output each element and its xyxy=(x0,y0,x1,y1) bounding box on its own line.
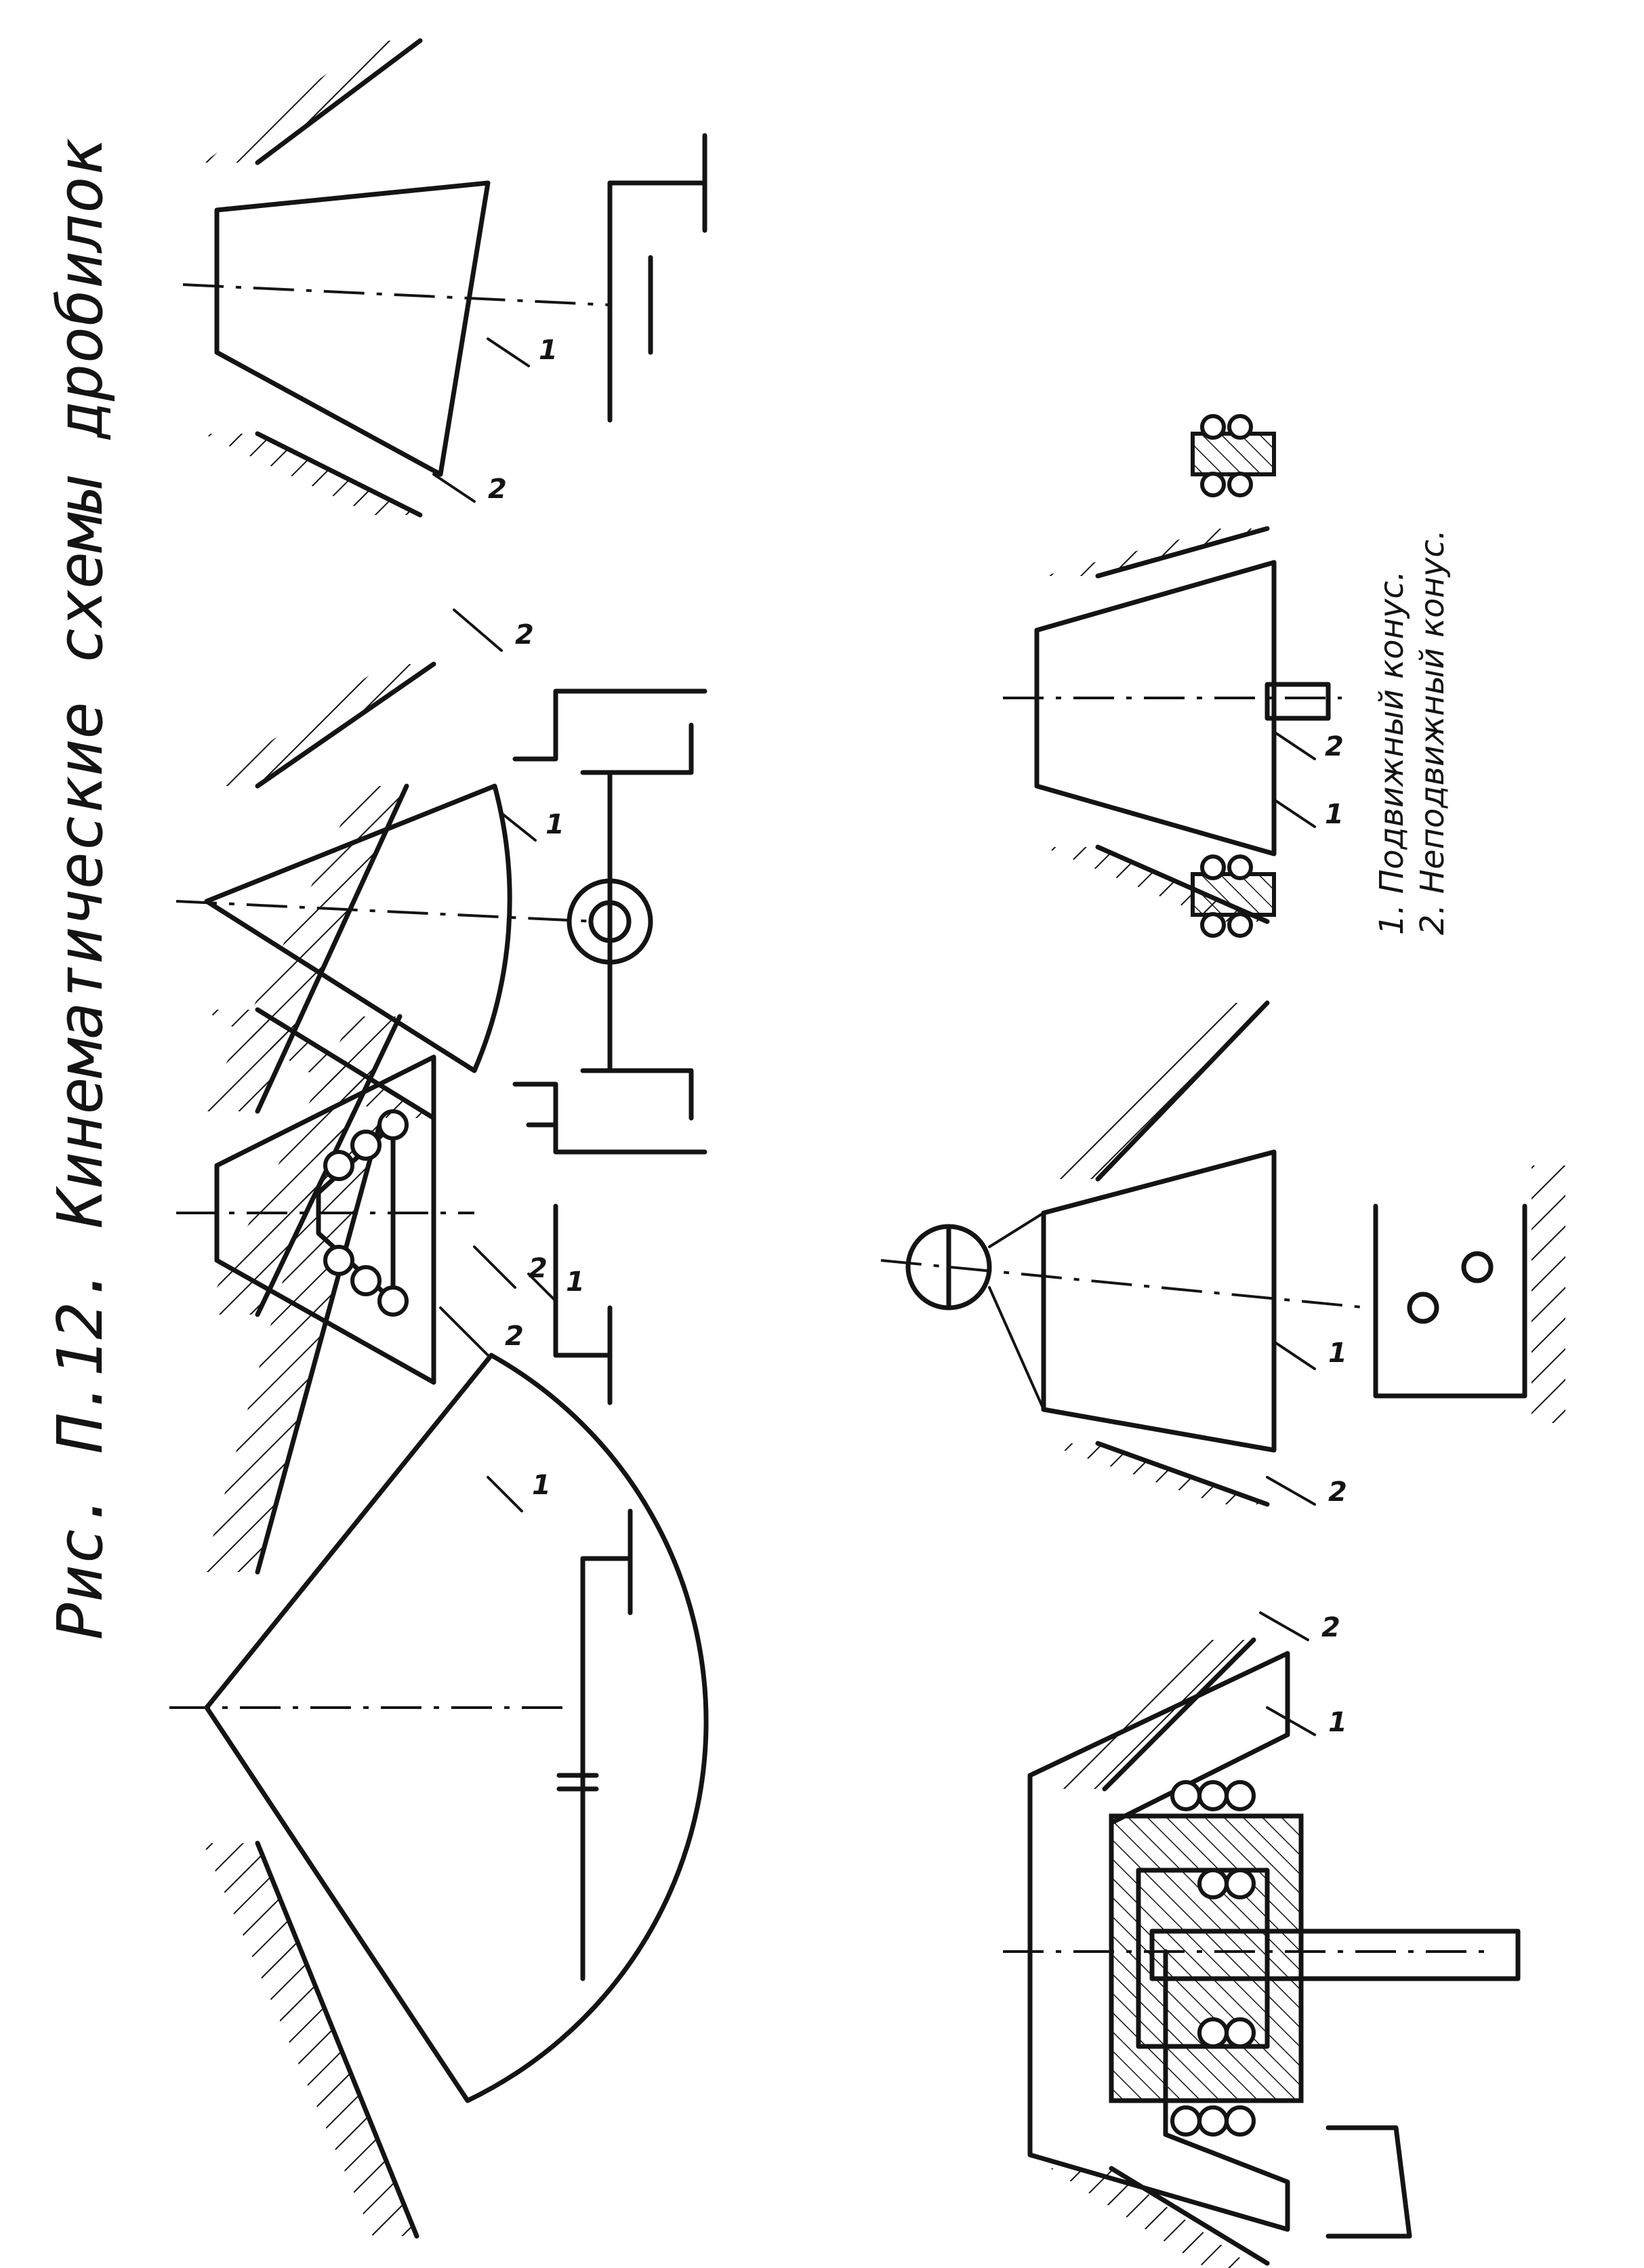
scheme-d xyxy=(183,41,705,515)
bearing-housing-left xyxy=(1193,874,1274,915)
fixed-cone-wall-right xyxy=(203,664,434,786)
bearing-housing-right xyxy=(1193,434,1274,474)
fixed-cone-wall-left xyxy=(1044,1443,1267,1504)
label-fixed-cone: 2 xyxy=(1325,731,1344,762)
label-fixed-cone: 2 xyxy=(505,1321,524,1352)
moving-cone-conical xyxy=(1044,1152,1274,1450)
fixed-cone-wall-left xyxy=(203,1843,417,2236)
scheme-e xyxy=(1003,1612,1518,2268)
figure-title: Рис. П.12. Кинематические схемы дробилок xyxy=(44,138,117,1640)
label-fixed-cone: 2 xyxy=(529,1253,548,1284)
moving-cone-conical xyxy=(1037,562,1274,854)
fixed-cone-wall-right xyxy=(1044,1003,1267,1179)
label-moving-cone: 1 xyxy=(539,335,558,366)
label-moving-cone: 1 xyxy=(1328,1707,1347,1738)
label-moving-cone: 1 xyxy=(532,1470,551,1501)
legend-item-2: 2. Неподвижный конус. xyxy=(1414,529,1452,935)
scheme-g xyxy=(1003,416,1344,936)
moving-cone-conical xyxy=(217,183,488,474)
scheme-f xyxy=(881,1003,1565,1508)
legend-item-1: 1. Подвижный конус. xyxy=(1373,571,1411,935)
ground xyxy=(1532,1166,1565,1423)
fixed-cone-wall-left xyxy=(1050,2168,1267,2268)
label-moving-cone: 1 xyxy=(566,1266,585,1298)
label-fixed-cone: 2 xyxy=(515,619,534,651)
label-fixed-cone: 2 xyxy=(1321,1612,1340,1643)
fixed-cone-wall-right xyxy=(203,41,420,163)
label-moving-cone: 1 xyxy=(1325,799,1344,830)
label-fixed-cone: 2 xyxy=(488,474,507,505)
label-moving-cone: 1 xyxy=(1328,1338,1347,1369)
label-moving-cone: 1 xyxy=(546,809,564,840)
legend xyxy=(1373,529,1452,935)
label-fixed-cone: 2 xyxy=(1328,1477,1347,1508)
